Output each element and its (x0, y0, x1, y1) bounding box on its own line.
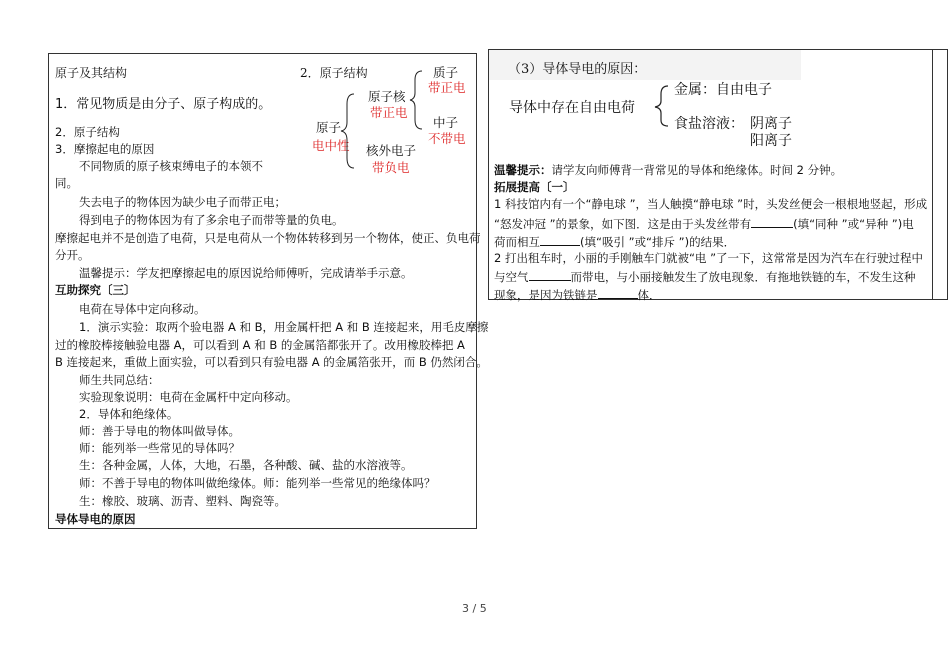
point-3: 3．摩擦起电的原因 (55, 142, 155, 156)
diagram-proton-charge: 带正电 (428, 80, 466, 95)
text-line: 实验现象说明：电荷在金属杆中定向移动。 (79, 390, 298, 404)
tip-text: 请学友向师傅背一背常见的导体和绝缘体。时间 2 分钟。 (551, 163, 843, 177)
question-1-line (494, 233, 735, 250)
extension-heading: 拓展提高〔一〕 (494, 180, 575, 194)
diagram-heading: 2．原子结构 (300, 66, 368, 80)
question-text: 而带电，与小丽接触发生了放电现象．有拖地铁链的车，不发生这种 (570, 270, 916, 284)
conductor-brace (0, 0, 950, 160)
section-heading: 互助探究〔三〕 (55, 283, 136, 297)
text-line: 得到电子的物体因为有了多余电子而带等量的负电。 (79, 213, 344, 227)
question-text: 荷而相互 (494, 235, 540, 249)
question-text: (填“吸引 ”或“排斥 ”)的结果． (580, 235, 736, 249)
question-2-line (494, 268, 916, 285)
text-line: 师：不善于导电的物体叫做绝缘体。师：能列举一些常见的绝缘体吗？ (79, 476, 436, 490)
question-text: 现象，是因为铁链是 (494, 288, 598, 302)
question-text: “怒发冲冠 ”的景象，如下图．这是由于头发丝带有 (494, 217, 752, 231)
answer-blank[interactable] (598, 286, 638, 299)
conductor-anion: 阴离子 (750, 116, 792, 132)
diagram-electrons-charge: 带负电 (372, 160, 410, 175)
answer-blank[interactable] (529, 268, 571, 281)
answer-blank[interactable] (751, 215, 793, 228)
section-heading: 导体导电的原因 (55, 512, 136, 526)
left-title: 原子及其结构 (55, 66, 128, 80)
text-line: 生：橡胶、玻璃、沥青、塑料、陶瓷等。 (79, 494, 286, 508)
text-line: 分开。 (55, 248, 90, 262)
point-2: 2．原子结构 (55, 125, 120, 139)
question-1-line (494, 215, 914, 232)
question-1-line: 1 科技馆内有一个“静电球 ”，当人触摸“静电球 ”时，头发丝便会一根根地竖起，形成 (494, 197, 928, 211)
text-line: B 连接起来，重做上面实验，可以看到只有验电器 A 的金属箔张开，而 B 仍然闭合。 (55, 355, 488, 369)
conductor-metal: 金属：自由电子 (674, 82, 772, 98)
question-2-line (494, 286, 661, 303)
question-text: 与空气 (494, 270, 529, 284)
text-line: 2．导体和绝缘体。 (79, 407, 179, 421)
conductor-cation: 阳离子 (750, 133, 792, 149)
text-line: 1．演示实验：取两个验电器 A 和 B，用金属杆把 A 和 B 连接起来，用毛皮摩擦 (79, 320, 489, 334)
conductor-heading: （3）导体导电的原因： (508, 62, 647, 77)
diagram-nucleus-charge: 带正电 (370, 105, 408, 120)
answer-blank[interactable] (540, 233, 580, 246)
text-line: 师：善于导电的物体叫做导体。 (79, 424, 240, 438)
text-line: 同。 (55, 176, 78, 190)
tip-line: 温馨提示：学友把摩擦起电的原因说给师傅听，完成请举手示意。 (79, 266, 413, 280)
diagram-atom: 原子 (316, 120, 342, 135)
question-text: 体． (637, 288, 661, 302)
tip-line (494, 163, 842, 178)
diagram-neutron: 中子 (433, 115, 459, 130)
text-line: 电荷在导体中定向移动。 (79, 302, 206, 316)
conductor-main: 导体中存在自由电荷 (509, 100, 635, 116)
diagram-electrons: 核外电子 (366, 143, 417, 158)
tip-label: 温馨提示： (494, 163, 552, 177)
text-line: 过的橡胶棒接触验电器 A，可以看到 A 和 B 的金属箔都张开了。改用橡胶棒把 A (55, 338, 465, 352)
text-line: 师：能列举一些常见的导体吗？ (79, 441, 240, 455)
point-1: 1．常见物质是由分子、原子构成的。 (55, 97, 272, 112)
question-text: (填“同种 ”或“异种 ”)电 (793, 217, 914, 231)
question-2-line: 2 打出租车时，小丽的手刚触车门就被“电 ”了一下，这常常是因为汽车在行驶过程中 (494, 251, 924, 265)
text-line: 生：各种金属，人体，大地，石墨，各种酸、碱、盐的水溶液等。 (79, 458, 413, 472)
diagram-proton: 质子 (433, 65, 459, 80)
text-line: 师生共同总结： (79, 373, 160, 387)
text-line: 不同物质的原子核束缚电子的本领不 (79, 159, 263, 173)
diagram-nucleus: 原子核 (368, 89, 406, 104)
page-number: 3 / 5 (462, 602, 487, 615)
conductor-salt: 食盐溶液： (674, 116, 744, 132)
text-line: 失去电子的物体因为缺少电子而带正电； (79, 195, 286, 209)
text-line: 摩擦起电并不是创造了电荷，只是电荷从一个物体转移到另一个物体，使正、负电荷 (55, 231, 481, 245)
diagram-neutron-charge: 不带电 (428, 131, 466, 146)
diagram-atom-charge: 电中性 (312, 138, 350, 153)
